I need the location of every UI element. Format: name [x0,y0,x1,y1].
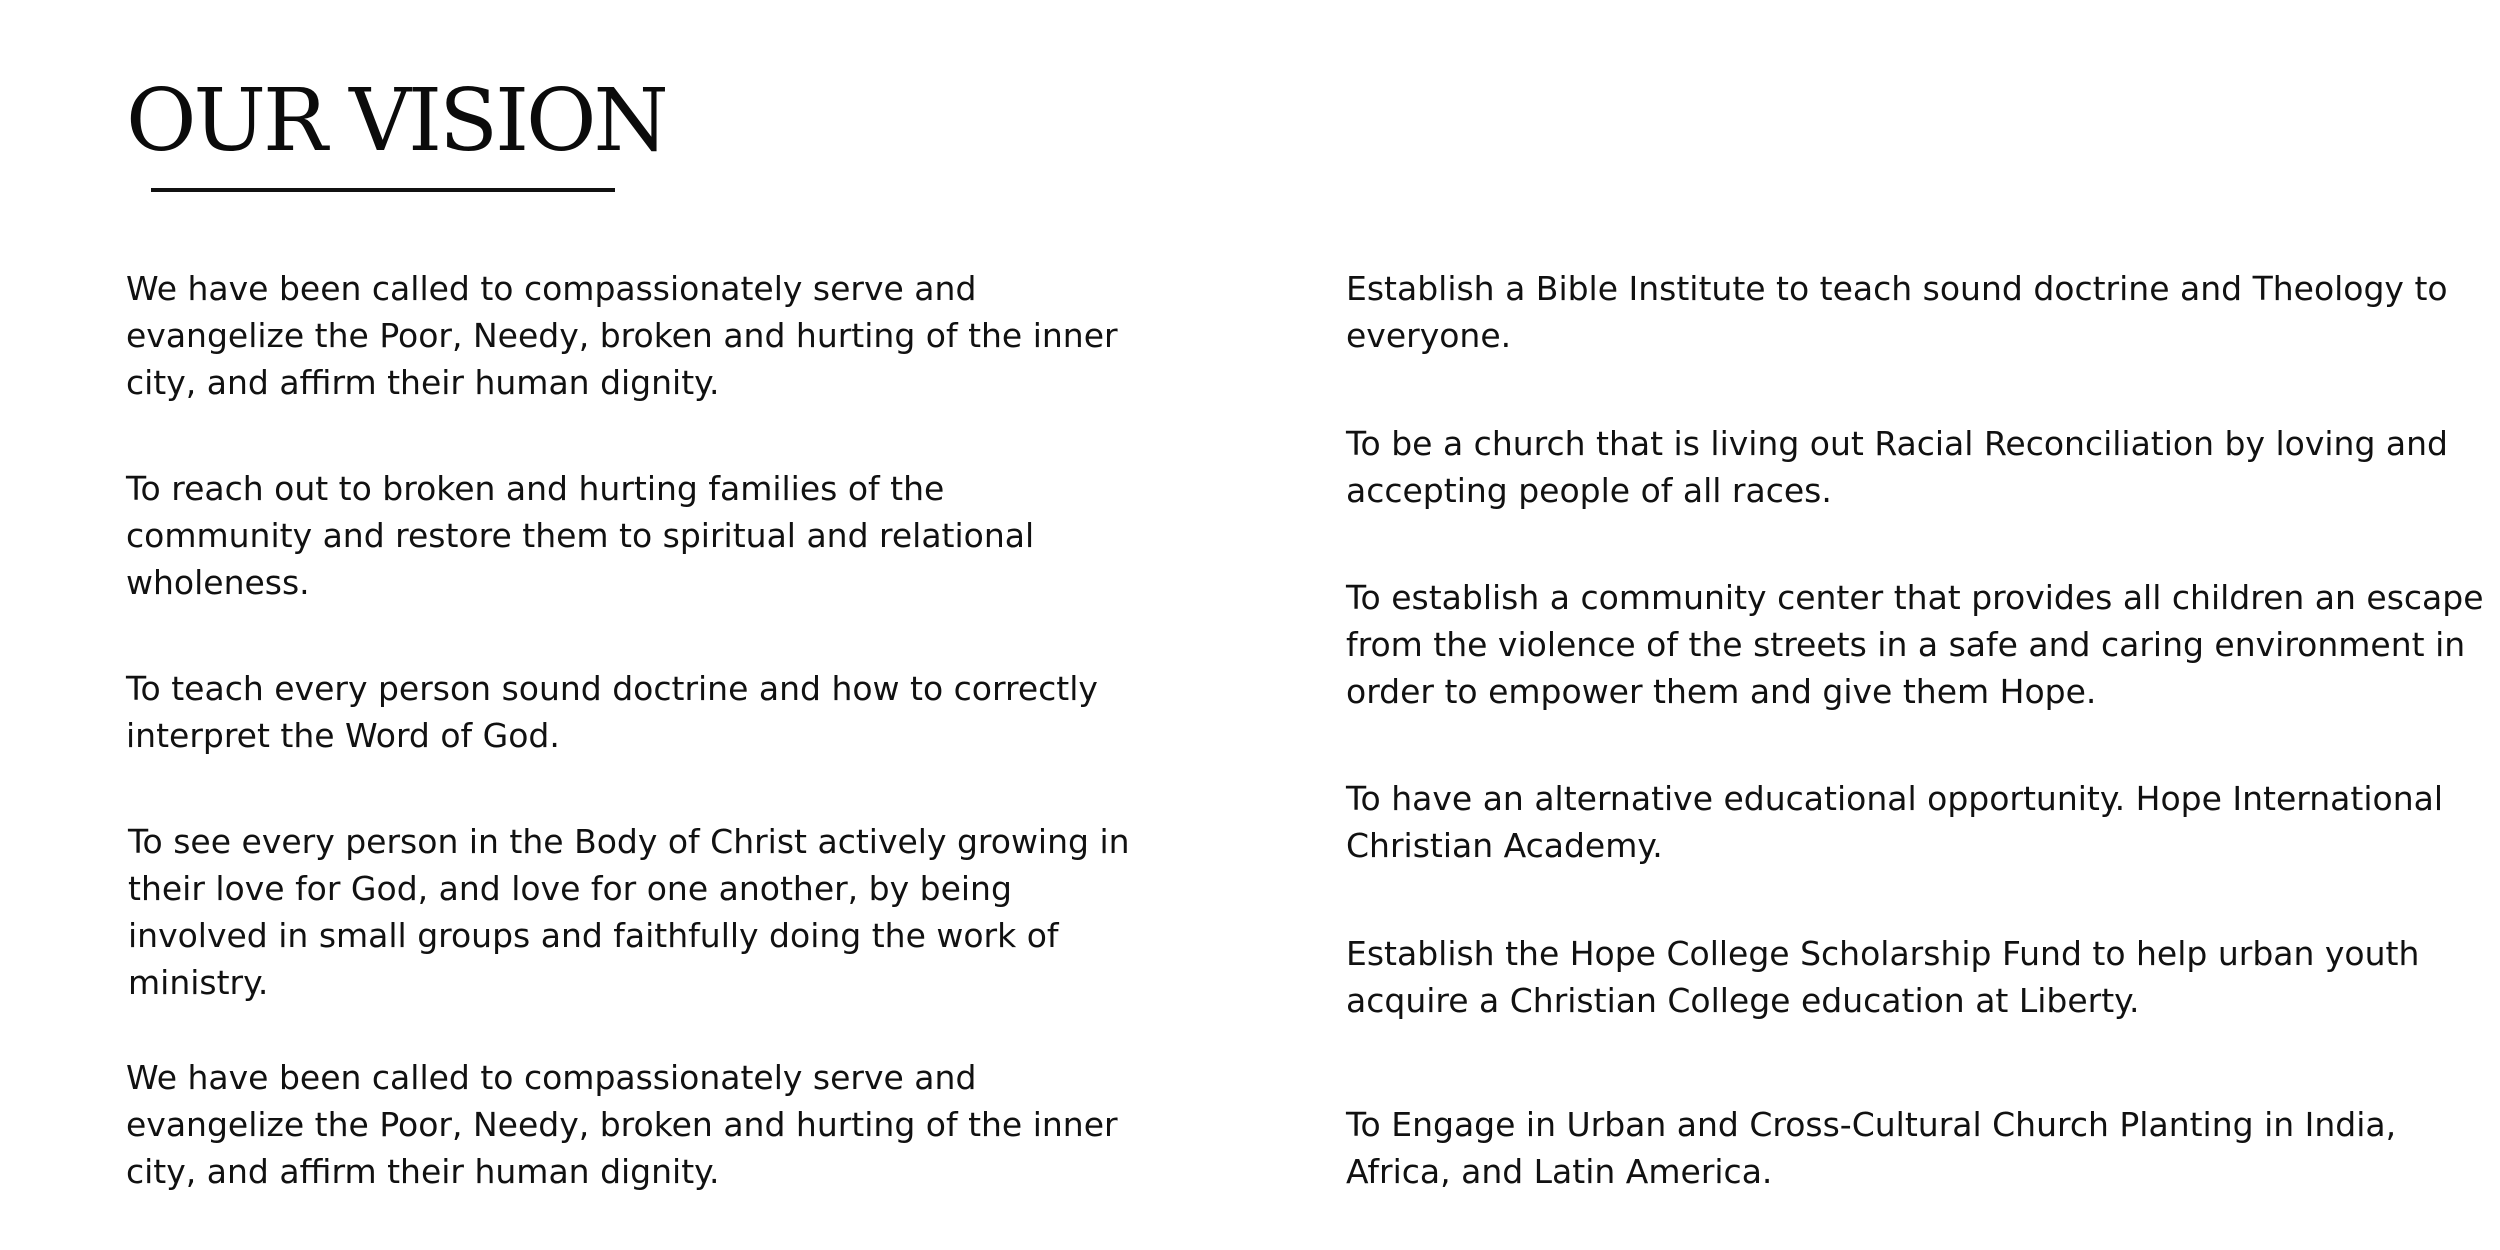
vision-statement: To Engage in Urban and Cross-Cultural Church Planting in India, Africa, and Latin America. [1346,1105,2397,1191]
vision-statement: Establish a Bible Institute to teach sound doctrine and Theology to everyone. [1346,269,2448,355]
vision-statement: We have been called to compassionately serve and evangelize the Poor, Needy, broken and hurting of the inner city, and affirm their human dignity. [126,1058,1118,1191]
vision-statement: To have an alternative educational opportunity. Hope International Christian Academy. [1346,779,2444,865]
vision-statement: To establish a community center that provides all children an escape from the violence of the streets in a safe and caring environment in order to empower them and give them Hope. [1346,578,2484,711]
title-underline [151,188,615,192]
vision-statement: To be a church that is living out Racial Reconciliation by loving and accepting people of all races. [1346,424,2448,510]
vision-statement: To teach every person sound doctrine and how to correctly interpret the Word of God. [126,669,1098,755]
vision-statement: To see every person in the Body of Christ actively growing in their love for God, and love for one another, by being involved in small groups and faithfully doing the work of ministry. [128,822,1130,1002]
page-title: OUR VISION [126,71,666,171]
vision-statement: We have been called to compassionately serve and evangelize the Poor, Needy, broken and hurting of the inner city, and affirm their human dignity. [126,269,1118,402]
vision-statement: Establish the Hope College Scholarship Fund to help urban youth acquire a Christian College education at Liberty. [1346,934,2420,1020]
vision-statement: To reach out to broken and hurting families of the community and restore them to spiritual and relational wholeness. [126,469,1035,602]
